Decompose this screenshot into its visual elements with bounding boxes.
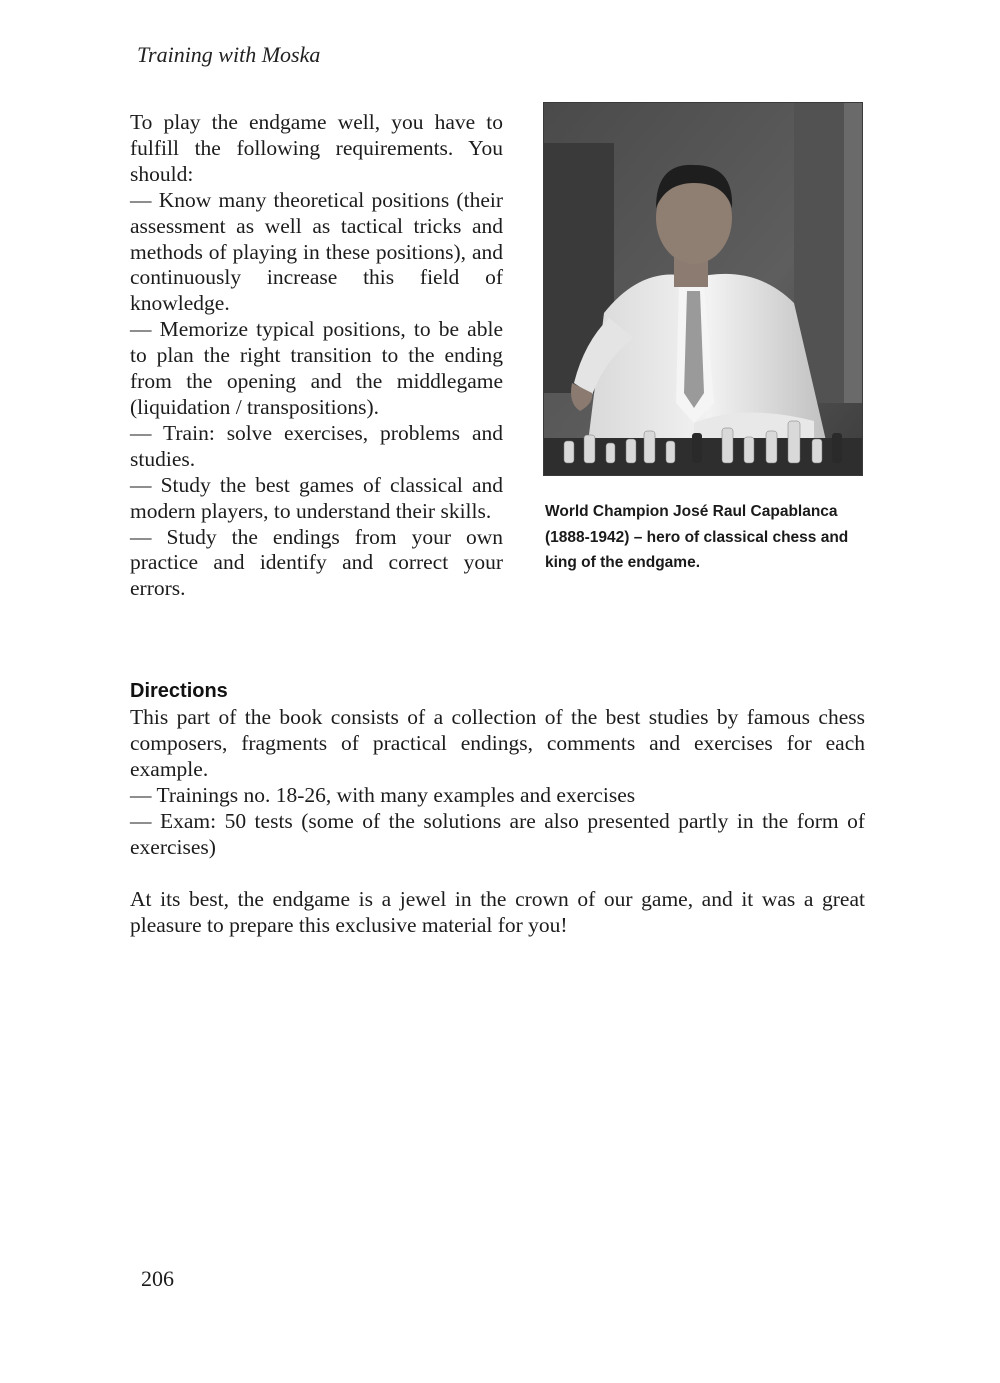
requirement-item: — Study the best games of classical and modern players, to understand their skills. xyxy=(130,472,503,523)
directions-item: — Trainings no. 18-26, with many examples and exercises xyxy=(130,783,636,807)
intro-text xyxy=(130,110,503,602)
paragraph-gap xyxy=(130,860,865,886)
requirement-item: — Know many theoretical positions (their assessment as well as tactical tricks and methods of playing in these positions), and continuously increase this field of knowledge. xyxy=(130,187,503,316)
page-number: 206 xyxy=(141,1266,174,1291)
section-heading: Directions xyxy=(130,680,228,702)
directions-item: — Exam: 50 tests (some of the solutions are also presented partly in the form of exercises) xyxy=(130,809,865,859)
requirement-item: — Memorize typical positions, to be able to plan the right transition to the ending from the opening and the middlegame (liquidation / transpositions). xyxy=(130,317,503,419)
closing-paragraph: At its best, the endgame is a jewel in the crown of our game, and it was a great pleasure to prepare this exclusive material for you! xyxy=(130,887,865,937)
requirement-item: — Train: solve exercises, problems and studies. xyxy=(130,420,503,471)
running-head: Training with Moska xyxy=(137,42,321,67)
directions-section xyxy=(130,678,865,938)
intro-paragraph: To play the endgame well, you have to fulfill the following requirements. You should: xyxy=(130,110,503,186)
photo-caption: World Champion José Raul Capablanca (1888-1942) – hero of classical chess and king of the endgame. xyxy=(545,503,849,571)
capablanca-photo xyxy=(543,102,863,476)
directions-paragraph: This part of the book consists of a collection of the best studies by famous chess composers, fragments of practical endings, comments and exercises for each example. xyxy=(130,705,865,781)
requirement-item: — Study the endings from your own practice and identify and correct your errors. xyxy=(130,524,503,601)
